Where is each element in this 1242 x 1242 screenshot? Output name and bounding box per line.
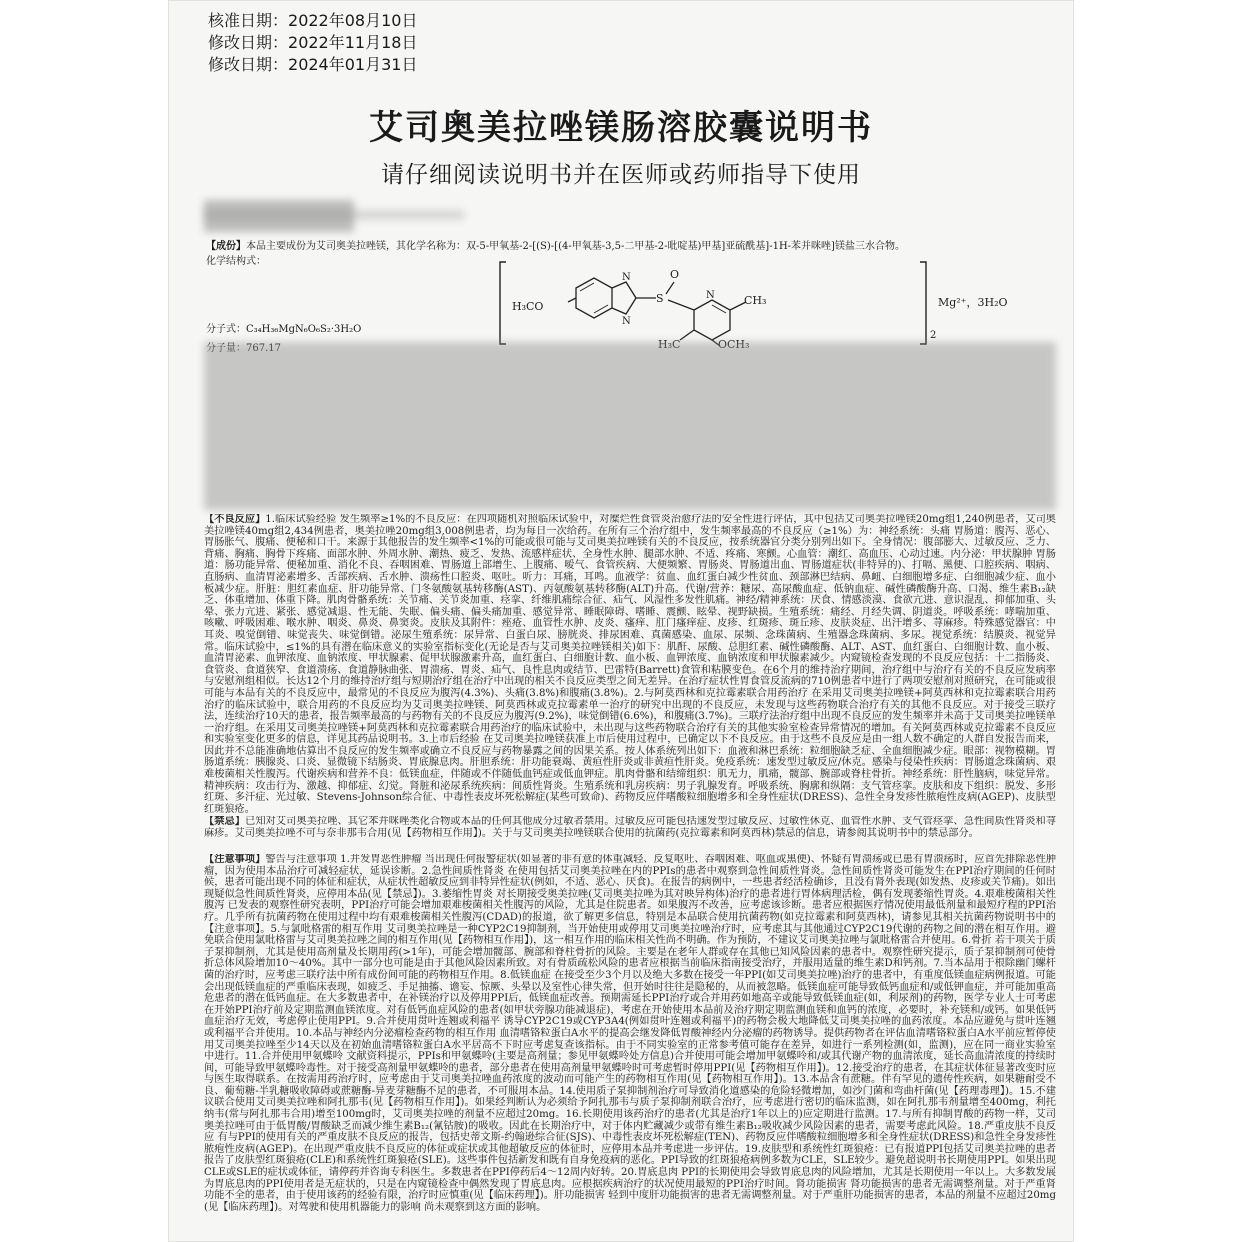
revision-date-value: 2022年11月18日 xyxy=(288,33,418,52)
sulfur-label: S xyxy=(656,292,664,305)
contraindications-section xyxy=(204,816,1056,852)
adverse-reactions-section xyxy=(204,514,1056,814)
document-title: 艾司奥美拉唑镁肠溶胶囊说明书 xyxy=(369,108,873,148)
section-text: 1.临床试验经验 发生频率≥1%的不良反应：在四项随机对照临床试验中，对糜烂性食管炎治愈疗法的安全性进行评估，其中包括艾司奥美拉唑镁20mg组1,240例患者，艾司奥美拉唑镁40mg组2,434例患者，奥美拉唑20mg组3,008例患者，均为每日一次给药。在所有三个治疗组中，发生频率最高的不良反应（≥1%）为：神经系统：头痛 胃肠道：腹泻、恶心、胃肠胀气、腹痛、便秘和口干。来源于其他报告的发生频率<1%的可能或很可能与艾司奥美拉唑镁有关的不良反应，按系统器官分类分别列出如下。全身情况：腹部膨大、过敏反应、乏力、背痛、胸痛、胸骨下疼痛、面部水肿、外周水肿、潮热、疲乏、发热、流感样症状、全身性水肿、腿部水肿、不适、疼痛、寒颤。心血管：潮红、高血压、心动过速。内分泌：甲状腺肿 胃肠道：肠功能异常、便秘加重、消化不良、吞咽困难、胃肠道上部增生、上腹痛、嗳气、食管疾病、大便频繁、胃肠炎、胃肠道出血、胃肠道症状(非特异的)、打嗝、黑便、口腔疾病、咽病、直肠病、血清胃泌素增多、舌部疾病、舌水肿、溃疡性口腔炎、呕吐。听力：耳痛，耳鸣。血液学：贫血、血红蛋白减少性贫血、颈部淋巴结病、鼻衄、白细胞增多症、白细胞减少症、血小板减少症。肝脏：胆红素血症、肝功能异常、门冬氨酸氨基转移酶(AST)、丙氨酸氨基转移酶(ALT)升高。代谢/营养：糖尿、高尿酸血症、低钠血症、碱性磷酸酶升高、口渴、维生素B₁₂缺乏、体重增加、体重下降。肌肉骨骼系统：关节痛、关节炎加重、痉挛、纤维肌痛综合征、疝气、风湿性多发性肌痛。神经/精神系统：厌食、情感淡漠、食欲亢进、意识混乱、抑郁加重、头晕、张力亢进、紧张、感觉减退、性无能、失眠、偏头痛、偏头痛加重、感觉异常、睡眠障碍、嗜睡、震颤、眩晕、视野缺损。生殖系统：痛经、月经失调、阴道炎。呼吸系统：哮喘加重、咳嗽、呼吸困难、喉水肿、咽炎、鼻炎、鼻窦炎。皮肤及其附件：痤疮、血管性水肿、皮炎、瘙痒、肛门瘙痒症、皮疹、红斑疹、斑丘疹、皮肤炎症、出汗增多、荨麻疹。特殊感觉器官：中耳炎、嗅觉倒错、味觉丧失、味觉倒错。泌尿生殖系统：尿异常、白蛋白尿、膀胱炎、排尿困难、真菌感染、血尿、尿频、念珠菌病、生殖器念珠菌病、多尿。视觉系统：结膜炎、视觉异常。临床试验中，≤1%的具有潜在临床意义的实验室指标变化(无论是否与艾司奥美拉唑镁相关)如下：肌酐、尿酸、总胆红素、碱性磷酸酶、ALT、AST、血红蛋白、白细胞计数、血小板、血清胃泌素、血钾浓度、血钠浓度、甲状腺素、促甲状腺激素升高，血红蛋白、白细胞计数、血小板、血钾浓度、血钠浓度和甲状腺素减少。内窥镜检查发现的不良反应包括：十二指肠炎、食管炎、食道狭窄、食道溃疡、食道静脉曲张、胃溃疡、胃炎、疝气、良性息肉或结节、巴雷特(Barrett)食管和粘膜变色。在6个月的维持治疗期间，治疗组中与治疗有关的不良反应发病率与安慰剂组相似。长达12个月的维持治疗组与短期治疗组在治疗中出现的相关不良反应类型之间无差异。在治疗症状性胃食管反流病的710例患者中进行了两项安慰剂对照研究，在可能或很可能与本品有关的不良反应中，最常见的不良反应为腹泻(4.3%)、头痛(3.8%)和腹痛(3.8%)。2.与阿莫西林和克拉霉素联合用药治疗 在采用艾司奥美拉唑镁+阿莫西林和克拉霉素联合用药治疗的临床试验中，联合用药的不良反应均为艾司奥美拉唑镁、阿莫西林或克拉霉素单一治疗的研究中出现的不良反应，未发现与这些药物联合治疗有关的其他不良反应。对于接受三联疗法，连续治疗10天的患者，报告频率最高的与药物有关的不良反应为腹泻(9.2%)，味觉倒错(6.6%)，和腹痛(3.7%)。三联疗法治疗组中出现不良反应的发生频率并未高于艾司奥美拉唑镁单一治疗组。在采用艾司奥美拉唑镁+阿莫西林和克拉霉素联合用药治疗的临床试验中，未出现与这些药物联合治疗有关的其他实验室检查异常情况的增加。有关阿莫西林或克拉霉素不良反应和实验室变化更多的信息，详见其药品说明书。3.上市后经验 在艾司奥美拉唑镁获准上市后使用过程中，已确定以下不良反应。由于这些不良反应是由一组人数不确定的人群自发报告而来，因此并不总能准确地估算出不良反应的发生频率或确立不良反应与药物暴露之间的因果关系。按人体系统列出如下：血液和淋巴系统：粒细胞缺乏症、全血细胞减少症。眼部：视物模糊。胃肠道系统：胰腺炎、口炎、显微镜下结肠炎、胃底腺息肉。肝胆系统：肝功能衰竭、黄疸性肝炎或非黄疸性肝炎。免疫系统：速发型过敏反应/休克。感染与侵染性疾病：胃肠道念珠菌病、艰难梭菌相关性腹泻。代谢疾病和营养不良：低镁血症，伴随或不伴随低血钙症或低血钾症。肌肉骨骼和结缔组织：肌无力，肌痛，髋部、腕部或脊柱骨折。神经系统：肝性脑病，味觉异常。精神疾病：攻击行为、激越、抑郁症、幻觉。肾脏和泌尿系统疾病：间质性肾炎。生殖系统和乳房疾病：男子乳腺发育。呼吸系统、胸廓和纵隔：支气管痉挛。皮肤和皮下组织：脱发、多形红斑、多汗症、光过敏、Stevens-Johnson综合征、中毒性表皮坏死松解症(某些可致命)、药物反应伴嗜酸粒细胞增多和全身性症状(DRESS)、急性全身发疹性脓疱性皮病(AGEP)、皮肤型红斑狼疮。 xyxy=(204,514,1056,814)
redacted-text-block xyxy=(204,342,1056,510)
nitrogen-label: N xyxy=(622,272,631,283)
structure-label: 化学结构式： xyxy=(206,256,266,267)
section-label: 【注意事项】 xyxy=(204,854,266,865)
molecular-formula: 分子式：C₃₄H₃₆MgN₆O₆S₂·3H₂O xyxy=(206,324,362,335)
section-label: 【不良反应】 xyxy=(204,514,266,525)
approval-date-label: 核准日期： xyxy=(208,11,289,30)
approval-date-value: 2022年08月10日 xyxy=(288,11,418,30)
revision-date-row xyxy=(208,54,417,76)
methoxy-label: OCH₃ xyxy=(718,338,750,348)
approval-dates xyxy=(208,10,417,76)
revision-date-value: 2024年01月31日 xyxy=(288,55,418,74)
magnesium-label: Mg²⁺，3H₂O xyxy=(938,296,1008,309)
section-text: 警告与注意事项 1.并发胃恶性肿瘤 当出现任何报警症状(如显著的非有意的体重减轻、反复呕吐、吞咽困难、呕血或黑便)、怀疑有胃溃疡或已患有胃溃疡时，应首先排除恶性肿瘤，因为使用本品治疗可减轻症状，延误诊断。2.急性间质性肾炎 在使用包括艾司奥美拉唑在内的PPIs的患者中观察到急性间质性肾炎。急性间质性肾炎可能发生在PPI治疗期间的任何时候，患者可能出现不同的体征和症状，从症状性超敏反应到非特异性症状(例如，不适、恶心、厌食)。在报告的病例中，一些患者经活检确诊，且没有肾外表现(如发热、皮疹或关节痛)。如出现疑似急性间质性肾炎，应停用本品(见【禁忌】)。3.萎缩性胃炎 对长期接受奥美拉唑(艾司奥美拉唑为其对映异构体)治疗的患者进行胃体病理活检，偶有发现萎缩性胃炎。4.艰难梭菌相关性腹泻 已发表的观察性研究表明，PPI治疗可能会增加艰难梭菌相关性腹泻的风险，尤其是住院患者。如果腹泻不改善，应考虑该诊断。患者应根据医疗情况使用最低剂量和最短疗程的PPI治疗。几乎所有抗菌药物在使用过程中均有艰难梭菌相关性腹泻(CDAD)的报道，欲了解更多信息，特别是本品联合使用抗菌药物(如克拉霉素和阿莫西林)，请参见其相关抗菌药物说明书中的【注意事项】。5.与氯吡格雷的相互作用 艾司奥美拉唑是一种CYP2C19抑制剂，当开始使用或停用艾司奥美拉唑治疗时，应考虑其与其他通过CYP2C19代谢的药物之间的潜在相互作用。避免联合使用氯吡格雷与艾司奥美拉唑之间的相互作用(见【药物相互作用】)，这一相互作用的临床相关性尚不明确。作为预防，不建议艾司奥美拉唑与氯吡格雷合并使用。6.骨折 若干项关于质子泵抑制剂，尤其是使用高剂量及长期用药(>1年)，可能会增加髋部、腕部和脊柱骨折的风险。主要是在老年人群或存在其他已知风险因素的患者中。观察性研究提示，质子泵抑制剂可使骨折总体风险增加10～40%。其中一部分也可能是由于其他风险因素所致。对有骨质疏松风险的患者应根据当前临床指南接受治疗，并服用适量的维生素D和钙剂。7.当本品用于根除幽门螺杆菌的治疗时，应考虑三联疗法中所有成份间可能的药物相互作用。8.低镁血症 在接受至少3个月以及绝大多数在接受一年PPI(如艾司奥美拉唑)治疗的患者中，有重度低镁血症病例报道。可能会出现低镁血症的严重临床表现，如疲乏、手足抽搐、谵妄、惊厥、头晕以及室性心律失常，但开始时往往是隐秘的，从而被忽略。低镁血症可能导致低钙血症和/或低钾血症，并可能加重高危患者的潜在低钙血症。在大多数患者中，在补镁治疗以及停用PPI后，低镁血症改善。预期需延长PPI治疗或合并用药如地高辛或能导致低镁血症(如，利尿剂)的药物，医学专业人士可考虑在开始PPI治疗前及定期监测血镁浓度。对有低钙血症风险的患者(如甲状旁腺功能减退症)，考虑在开始使用本品前及治疗期定期监测血镁和血钙的浓度，必要时，补充镁和/或钙。如果低钙血症治疗无效，考虑停止使用PPI。9.合并使用贯叶连翘或利福平 诱导CYP2C19或CYP3A4(例如贯叶连翘或利福平)的药物会极大地降低艾司奥美拉唑的血药浓度。本品应避免与贯叶连翘或利福平合并使用。10.本品与神经内分泌瘤检查药物的相互作用 血清嗜铬粒蛋白A水平的提高会继发降低胃酸神经内分泌瘤的药物诱导。提供药物者在评估血清嗜铬粒蛋白A水平前应暂停使用艾司奥美拉唑至少14天以及在初始血清嗜铬粒蛋白A水平居高不下时应考虑复查该指标。由于不同实验室的正常参考值可能存在差异，如进行一系列检测(如，监测)，应在同一商业实验室中进行。11.合并使用甲氨蝶呤 文献资料提示，PPIs和甲氨蝶呤(主要是高剂量；参见甲氨蝶呤处方信息)合并使用可能会增加甲氨蝶呤和/或其代谢产物的血清浓度，延长高血清浓度的持续时间，可能导致甲氨蝶呤毒性。对于接受高剂量甲氨蝶呤的患者，部分患者在使用高剂量甲氨蝶呤时可考虑暂时停用PPI(见【药物相互作用】)。12.接受治疗的患者，在其症状体征显著改变时应与医生取得联系。在按需用药治疗时，应考虑由于艾司奥美拉唑血药浓度的波动而可能产生的药物相互作用(见【药物相互作用】)。13.本品含有蔗糖。伴有罕见的遗传性疾病，如果糖耐受不良、葡萄糖-半乳糖吸收障碍或蔗糖酶-异麦芽糖酶不足的患者，不可服用本品。14.使用质子泵抑制剂治疗可导致消化道感染的危险轻微增加，如沙门菌和弯曲杆菌(见【药理毒理】)。15.不建议联合使用艾司奥美拉唑和阿扎那韦(见【药物相互作用】)。如果经判断认为必须给予阿扎那韦与质子泵抑制剂联合治疗，应考虑进行密切的临床监测，如在阿扎那韦剂量增至400mg，利托纳韦(常与阿扎那韦合用)增至100mg时，艾司奥美拉唑的剂量不应超过20mg。16.长期使用该药治疗的患者(尤其是治疗1年以上的)应定期进行监测。17.与所有抑制胃酸的药物一样，艾司奥美拉唑可由于低胃酸/胃酸缺乏而减少维生素B₁₂(氰钴胺)的吸收。因此在长期治疗中，对于体内贮藏减少或带有维生素B₁₂吸收减少风险因素的患者，需要考虑此风险。18.严重皮肤不良反应 有与PPI的使用有关的严重皮肤不良反应的报告，包括史蒂文斯-约翰逊综合征(SJS)、中毒性表皮坏死松解症(TEN)、药物反应伴嗜酸粒细胞增多和全身性症状(DRESS)和急性全身发疹性脓疱性皮病(AGEP)。在出现严重皮肤不良反应的体征或症状或其他超敏反应的体征时，应停用本品并考虑进一步评估。19.皮肤型和系统性红斑狼疮：已有报道PPI包括艾司奥美拉唑的患者报告了皮肤型红斑狼疮(CLE)和系统性红斑狼疮(SLE)。这些事件包括新发和既有自身免疫病的恶化。PPI导致的红斑狼疮病例多数为CLE，SLE较少。避免超说明书长期使用PPI。如果出现CLE或SLE的症状或体征，请停药并咨询专科医生。多数患者在PPI停药后4～12周内好转。20.胃底息肉 PPI的长期使用会导致胃底息肉的风险增加，尤其是长期使用一年以上。大多数发展为胃底息肉的PPI使用者是无症状的，只是在内窥镜检查中偶然发现了胃底息肉。应根据疾病治疗的状况使用最短的PPI治疗时间。肾功能损害 肾功能损害的患者无需调整剂量。对于严重肾功能不全的患者，由于使用该药的经验有限，治疗时应慎重(见【临床药理】)。肝功能损害 轻到中度肝功能损害的患者无需调整剂量。对于严重肝功能损害的患者，本品的剂量不应超过20mg(见【临床药理】)。对驾驶和使用机器能力的影响 尚未观察到这方面的影响。 xyxy=(204,854,1056,1213)
section-text: 已知对艾司奥美拉唑、其它苯并咪唑类化合物或本品的任何其他成分过敏者禁用。过敏反应可能包括速发型过敏反应、过敏性休克、血管性水肿、支气管痉挛、急性间质性肾炎和荨麻疹。艾司奥美拉唑不可与奈非那韦合用(见【药物相互作用】)。关于与艾司奥美拉唑镁联合使用的抗菌药(克拉霉素和阿莫西林)禁忌的信息，请参阅其说明书中的禁忌部分。 xyxy=(204,816,1056,839)
package-insert-page xyxy=(168,0,1074,1242)
nitrogen-label: N xyxy=(706,290,715,301)
methyl-label: CH₃ xyxy=(744,294,767,307)
document-subtitle: 请仔细阅读说明书并在医师或药师指导下使用 xyxy=(381,162,861,188)
section-label: 【禁忌】 xyxy=(204,816,246,827)
oxygen-label: O xyxy=(670,268,680,281)
subscript-label: 2 xyxy=(930,330,937,341)
methyl-label: H₃C xyxy=(658,338,681,348)
methoxy-label: H₃CO xyxy=(512,300,544,313)
molecular-weight: 分子量：767.17 xyxy=(206,343,281,354)
nitrogen-label: N xyxy=(622,316,631,327)
redacted-drug-name-block xyxy=(204,210,464,220)
revision-date-label: 修改日期： xyxy=(208,55,289,74)
composition-section xyxy=(206,240,1046,253)
approval-date-row xyxy=(208,10,417,32)
precautions-section xyxy=(204,854,1056,1234)
revision-date-label: 修改日期： xyxy=(208,33,289,52)
chemical-structure-diagram xyxy=(498,258,1038,348)
revision-date-row xyxy=(208,32,417,54)
composition-label: 【成份】 xyxy=(206,241,246,252)
composition-text: 本品主要成份为艾司奥美拉唑镁，其化学名称为：双-5-甲氧基-2-[(S)-[(4-甲氧基-3,5-二甲基-2-吡啶基)甲基]亚硫酰基]-1H-苯并咪唑]镁盐三水合物。 xyxy=(246,241,905,252)
